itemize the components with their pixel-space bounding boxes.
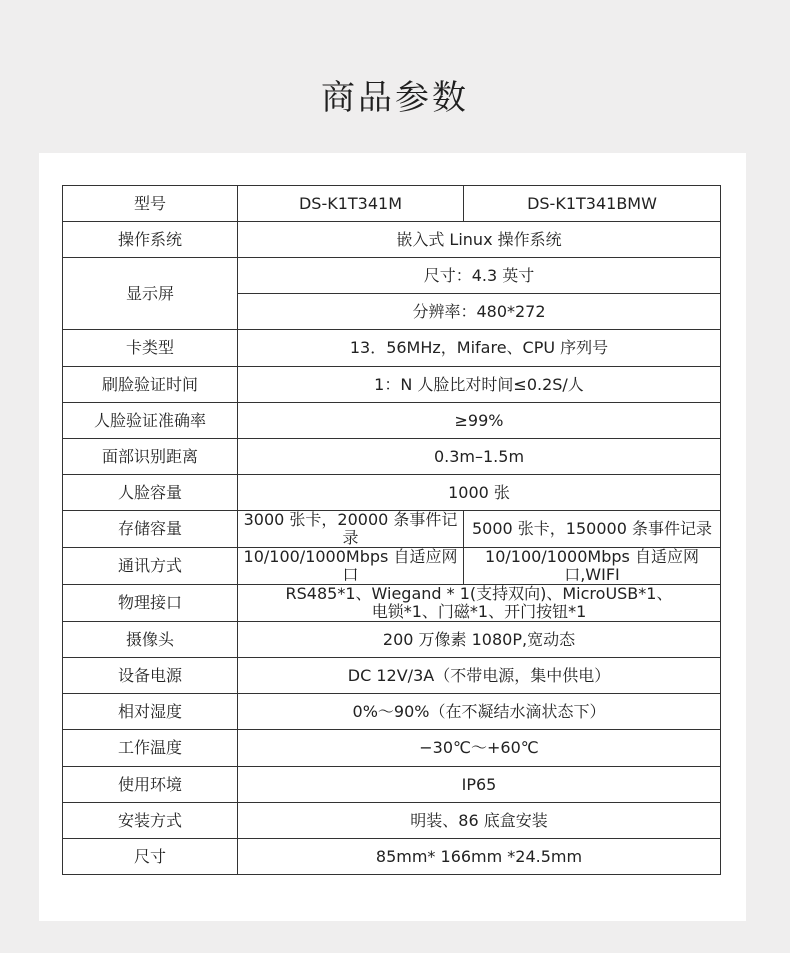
row-label: 物理接口 xyxy=(63,585,238,622)
temperature-value: −30℃～+60℃ xyxy=(238,730,721,767)
install-value: 明装、86 底盒安装 xyxy=(238,803,721,839)
card-type-value: 13．56MHz，Mifare、CPU 序列号 xyxy=(238,330,721,367)
comm-b: 10/100/1000Mbps 自适应网口,WIFI xyxy=(464,548,721,585)
face-capacity-value: 1000 张 xyxy=(238,475,721,511)
row-label: 安装方式 xyxy=(63,803,238,839)
spec-card xyxy=(39,153,746,921)
table-row xyxy=(63,330,721,367)
page-title: 商品参数 xyxy=(321,78,469,118)
humidity-value: 0%～90%（在不凝结水滴状态下） xyxy=(238,694,721,730)
row-label: 工作温度 xyxy=(63,730,238,767)
display-resolution: 分辨率：480*272 xyxy=(238,294,721,330)
table-row xyxy=(63,658,721,694)
row-label: 尺寸 xyxy=(63,839,238,875)
row-label: 面部识别距离 xyxy=(63,439,238,475)
table-row xyxy=(63,367,721,403)
row-label: 卡类型 xyxy=(63,330,238,367)
interface-line-2: 电锁*1、门磁*1、开门按钮*1 xyxy=(371,602,587,621)
table-row xyxy=(63,222,721,258)
table-row xyxy=(63,622,721,658)
table-row xyxy=(63,839,721,875)
row-label: 操作系统 xyxy=(63,222,238,258)
table-row xyxy=(63,439,721,475)
camera-value: 200 万像素 1080P,宽动态 xyxy=(238,622,721,658)
os-value: 嵌入式 Linux 操作系统 xyxy=(238,222,721,258)
model-a: DS-K1T341M xyxy=(238,186,464,222)
interface-line-1: RS485*1、Wiegand * 1(支持双向)、MicroUSB*1、 xyxy=(285,584,673,603)
table-row xyxy=(63,730,721,767)
storage-a: 3000 张卡，20000 条事件记录 xyxy=(238,511,464,548)
row-label: 相对湿度 xyxy=(63,694,238,730)
environment-value: IP65 xyxy=(238,767,721,803)
row-label: 显示屏 xyxy=(63,258,238,330)
table-row xyxy=(63,803,721,839)
table-row xyxy=(63,258,721,294)
table-row xyxy=(63,767,721,803)
row-label: 设备电源 xyxy=(63,658,238,694)
row-label: 型号 xyxy=(63,186,238,222)
row-label: 刷脸验证时间 xyxy=(63,367,238,403)
row-label: 摄像头 xyxy=(63,622,238,658)
table-row xyxy=(63,585,721,622)
row-label: 人脸容量 xyxy=(63,475,238,511)
table-row xyxy=(63,475,721,511)
storage-b: 5000 张卡，150000 条事件记录 xyxy=(464,511,721,548)
dimensions-value: 85mm* 166mm *24.5mm xyxy=(238,839,721,875)
interface-value xyxy=(238,585,721,622)
row-label: 存储容量 xyxy=(63,511,238,548)
model-b: DS-K1T341BMW xyxy=(464,186,721,222)
face-accuracy-value: ≥99% xyxy=(238,403,721,439)
face-distance-value: 0.3m–1.5m xyxy=(238,439,721,475)
display-size: 尺寸：4.3 英寸 xyxy=(238,258,721,294)
row-label: 人脸验证准确率 xyxy=(63,403,238,439)
spec-table xyxy=(62,185,721,875)
table-row xyxy=(63,511,721,548)
table-row xyxy=(63,403,721,439)
comm-a: 10/100/1000Mbps 自适应网口 xyxy=(238,548,464,585)
row-label: 通讯方式 xyxy=(63,548,238,585)
face-time-value: 1：N 人脸比对时间≤0.2S/人 xyxy=(238,367,721,403)
table-row xyxy=(63,186,721,222)
row-label: 使用环境 xyxy=(63,767,238,803)
table-row xyxy=(63,548,721,585)
power-value: DC 12V/3A（不带电源，集中供电） xyxy=(238,658,721,694)
table-row xyxy=(63,694,721,730)
